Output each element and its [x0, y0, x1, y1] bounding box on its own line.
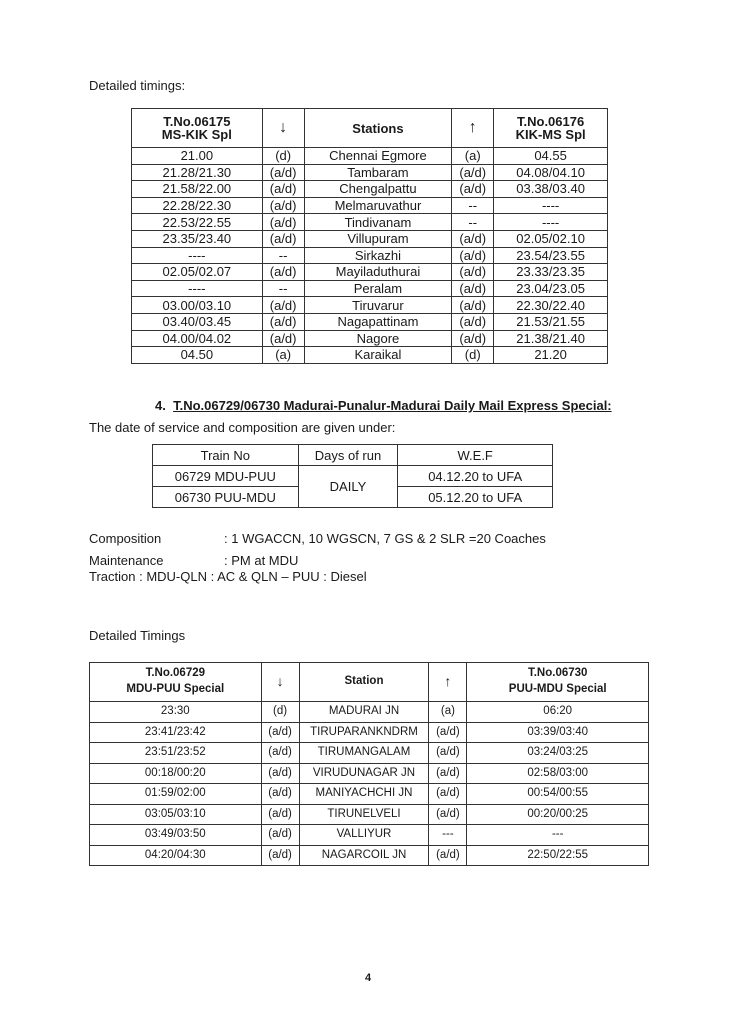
down-code-cell: (a/d): [261, 845, 299, 866]
up-time-cell: 02.05/02.10: [494, 230, 608, 247]
down-code-cell: (a/d): [262, 181, 304, 198]
down-code-cell: (a/d): [262, 214, 304, 231]
down-code-cell: (a/d): [262, 230, 304, 247]
station-cell: Karaikal: [304, 347, 452, 364]
down-time-cell: 21.58/22.00: [132, 181, 263, 198]
composition-label: Composition: [89, 531, 162, 546]
down-time-cell: 01:59/02:00: [90, 784, 262, 805]
up-code-cell: (a/d): [429, 784, 467, 805]
up-time-cell: 04.08/04.10: [494, 164, 608, 181]
down-code-cell: (d): [262, 148, 304, 165]
up-code-cell: (a/d): [452, 247, 494, 264]
down-code-cell: --: [262, 247, 304, 264]
up-time-cell: 03:24/03:25: [467, 743, 649, 764]
down-code-cell: (a/d): [261, 804, 299, 825]
table-row: [132, 264, 608, 281]
down-time-cell: 22.28/22.30: [132, 197, 263, 214]
down-code-cell: (a/d): [261, 825, 299, 846]
down-time-cell: 21.28/21.30: [132, 164, 263, 181]
station-header: Station: [299, 663, 429, 702]
table-header-row: [153, 445, 553, 466]
up-train-header: T.No.06176 KIK-MS Spl: [494, 109, 608, 148]
wef-cell: 05.12.20 to UFA: [398, 487, 553, 508]
down-time-cell: 03.00/03.10: [132, 297, 263, 314]
up-code-cell: (a/d): [452, 297, 494, 314]
down-code-cell: (a/d): [262, 297, 304, 314]
up-code-cell: (a/d): [429, 845, 467, 866]
station-cell: Villupuram: [304, 230, 452, 247]
down-time-cell: ----: [132, 247, 263, 264]
station-cell: Nagore: [304, 330, 452, 347]
down-train-header: T.No.06175 MS-KIK Spl: [132, 109, 263, 148]
down-code-cell: (d): [261, 702, 299, 723]
down-code-cell: (a/d): [262, 330, 304, 347]
maintenance-label: Maintenance: [89, 553, 164, 568]
table-row: [90, 845, 649, 866]
up-time-cell: 04.55: [494, 148, 608, 165]
up-code-cell: (a/d): [452, 164, 494, 181]
up-train-header: T.No.06730 PUU-MDU Special: [467, 663, 649, 702]
table-row: [90, 702, 649, 723]
table-row: [132, 330, 608, 347]
up-time-cell: 21.38/21.40: [494, 330, 608, 347]
composition-value: : 1 WGACCN, 10 WGSCN, 7 GS & 2 SLR =20 Coaches: [224, 531, 546, 546]
up-arrow-icon: ↑: [452, 109, 494, 148]
timing-table-06729-06730: [89, 662, 649, 866]
down-time-cell: 03:49/03:50: [90, 825, 262, 846]
up-time-cell: 03:39/03:40: [467, 722, 649, 743]
up-time-cell: 22.30/22.40: [494, 297, 608, 314]
up-code-cell: (a): [429, 702, 467, 723]
up-time-cell: 03.38/03.40: [494, 181, 608, 198]
up-time-cell: ---: [467, 825, 649, 846]
table-row: [132, 197, 608, 214]
section-4-heading: [155, 398, 612, 413]
up-code-cell: (a/d): [452, 330, 494, 347]
down-arrow-icon: ↓: [262, 109, 304, 148]
detailed-timings-heading: Detailed timings:: [89, 78, 186, 93]
station-cell: TIRUMANGALAM: [299, 743, 429, 764]
down-code-cell: (a/d): [262, 264, 304, 281]
traction-info: Traction : MDU-QLN : AC & QLN – PUU : Diesel: [89, 569, 367, 584]
down-time-cell: 04.50: [132, 347, 263, 364]
up-code-cell: (a/d): [429, 763, 467, 784]
up-code-cell: (a/d): [452, 264, 494, 281]
station-cell: Chengalpattu: [304, 181, 452, 198]
down-code-cell: (a/d): [261, 722, 299, 743]
down-time-cell: 02.05/02.07: [132, 264, 263, 281]
up-time-cell: 21.20: [494, 347, 608, 364]
table-row: [132, 164, 608, 181]
up-code-cell: (a/d): [452, 181, 494, 198]
days-cell: DAILY: [298, 466, 398, 508]
service-table: [152, 444, 553, 508]
maintenance-value: : PM at MDU: [224, 553, 299, 568]
up-code-cell: (a/d): [452, 280, 494, 297]
table-row: [90, 763, 649, 784]
table-row: [132, 280, 608, 297]
up-code-cell: (d): [452, 347, 494, 364]
down-train-header: T.No.06729 MDU-PUU Special: [90, 663, 262, 702]
table-row: [132, 347, 608, 364]
table-row: [90, 722, 649, 743]
timing-table-06175-06176: [131, 108, 608, 364]
up-time-cell: 00:54/00:55: [467, 784, 649, 805]
down-time-cell: 21.00: [132, 148, 263, 165]
station-cell: VALLIYUR: [299, 825, 429, 846]
down-time-cell: 04:20/04:30: [90, 845, 262, 866]
up-time-cell: ----: [494, 214, 608, 231]
table-row: [132, 148, 608, 165]
up-code-cell: (a/d): [429, 804, 467, 825]
down-time-cell: 23.35/23.40: [132, 230, 263, 247]
up-time-cell: 21.53/21.55: [494, 313, 608, 330]
station-cell: TIRUPARANKNDRM: [299, 722, 429, 743]
station-cell: Chennai Egmore: [304, 148, 452, 165]
table-header-row: [90, 663, 649, 702]
down-time-cell: ----: [132, 280, 263, 297]
table-row: [90, 784, 649, 805]
station-cell: MANIYACHCHI JN: [299, 784, 429, 805]
section-number: 4.: [155, 398, 166, 413]
service-intro: The date of service and composition are given under:: [89, 420, 396, 435]
down-time-cell: 00:18/00:20: [90, 763, 262, 784]
wef-header: W.E.F: [398, 445, 553, 466]
detailed-timings-heading-2: Detailed Timings: [89, 628, 186, 643]
station-cell: NAGARCOIL JN: [299, 845, 429, 866]
down-time-cell: 23:51/23:52: [90, 743, 262, 764]
down-code-cell: (a/d): [261, 743, 299, 764]
table-header-row: [132, 109, 608, 148]
table-row: [132, 313, 608, 330]
station-cell: MADURAI JN: [299, 702, 429, 723]
up-time-cell: 23.04/23.05: [494, 280, 608, 297]
station-cell: Sirkazhi: [304, 247, 452, 264]
down-time-cell: 23:41/23:42: [90, 722, 262, 743]
up-time-cell: ----: [494, 197, 608, 214]
page-number: 4: [365, 972, 372, 984]
down-arrow-icon: ↓: [261, 663, 299, 702]
up-code-cell: (a/d): [452, 230, 494, 247]
down-time-cell: 04.00/04.02: [132, 330, 263, 347]
up-code-cell: --: [452, 214, 494, 231]
table-row: [132, 297, 608, 314]
down-time-cell: 03:05/03:10: [90, 804, 262, 825]
station-cell: Nagapattinam: [304, 313, 452, 330]
down-code-cell: (a/d): [262, 164, 304, 181]
train-no-cell: 06729 MDU-PUU: [153, 466, 299, 487]
table-row: [132, 181, 608, 198]
up-time-cell: 22:50/22:55: [467, 845, 649, 866]
up-code-cell: (a/d): [429, 722, 467, 743]
table-row: [153, 466, 553, 487]
down-code-cell: (a): [262, 347, 304, 364]
down-code-cell: (a/d): [262, 197, 304, 214]
down-time-cell: 22.53/22.55: [132, 214, 263, 231]
stations-header: Stations: [304, 109, 452, 148]
table-row: [90, 743, 649, 764]
station-cell: Tindivanam: [304, 214, 452, 231]
down-code-cell: (a/d): [262, 313, 304, 330]
station-cell: Tambaram: [304, 164, 452, 181]
table-row: [132, 230, 608, 247]
table-row: [132, 214, 608, 231]
down-code-cell: --: [262, 280, 304, 297]
down-code-cell: (a/d): [261, 763, 299, 784]
wef-cell: 04.12.20 to UFA: [398, 466, 553, 487]
up-code-cell: --: [452, 197, 494, 214]
station-cell: Peralam: [304, 280, 452, 297]
train-no-header: Train No: [153, 445, 299, 466]
table-row: [90, 804, 649, 825]
up-time-cell: 23.54/23.55: [494, 247, 608, 264]
station-cell: Melmaruvathur: [304, 197, 452, 214]
up-code-cell: ---: [429, 825, 467, 846]
up-time-cell: 00:20/00:25: [467, 804, 649, 825]
up-arrow-icon: ↑: [429, 663, 467, 702]
up-code-cell: (a/d): [452, 313, 494, 330]
up-code-cell: (a): [452, 148, 494, 165]
down-code-cell: (a/d): [261, 784, 299, 805]
station-cell: Mayiladuthurai: [304, 264, 452, 281]
station-cell: TIRUNELVELI: [299, 804, 429, 825]
station-cell: VIRUDUNAGAR JN: [299, 763, 429, 784]
up-time-cell: 02:58/03:00: [467, 763, 649, 784]
train-no-cell: 06730 PUU-MDU: [153, 487, 299, 508]
table-row: [90, 825, 649, 846]
station-cell: Tiruvarur: [304, 297, 452, 314]
up-time-cell: 23.33/23.35: [494, 264, 608, 281]
table-row: [132, 247, 608, 264]
up-code-cell: (a/d): [429, 743, 467, 764]
down-time-cell: 03.40/03.45: [132, 313, 263, 330]
down-time-cell: 23:30: [90, 702, 262, 723]
up-time-cell: 06:20: [467, 702, 649, 723]
section-title: T.No.06729/06730 Madurai-Punalur-Madurai Daily Mail Express Special:: [173, 398, 612, 413]
days-header: Days of run: [298, 445, 398, 466]
